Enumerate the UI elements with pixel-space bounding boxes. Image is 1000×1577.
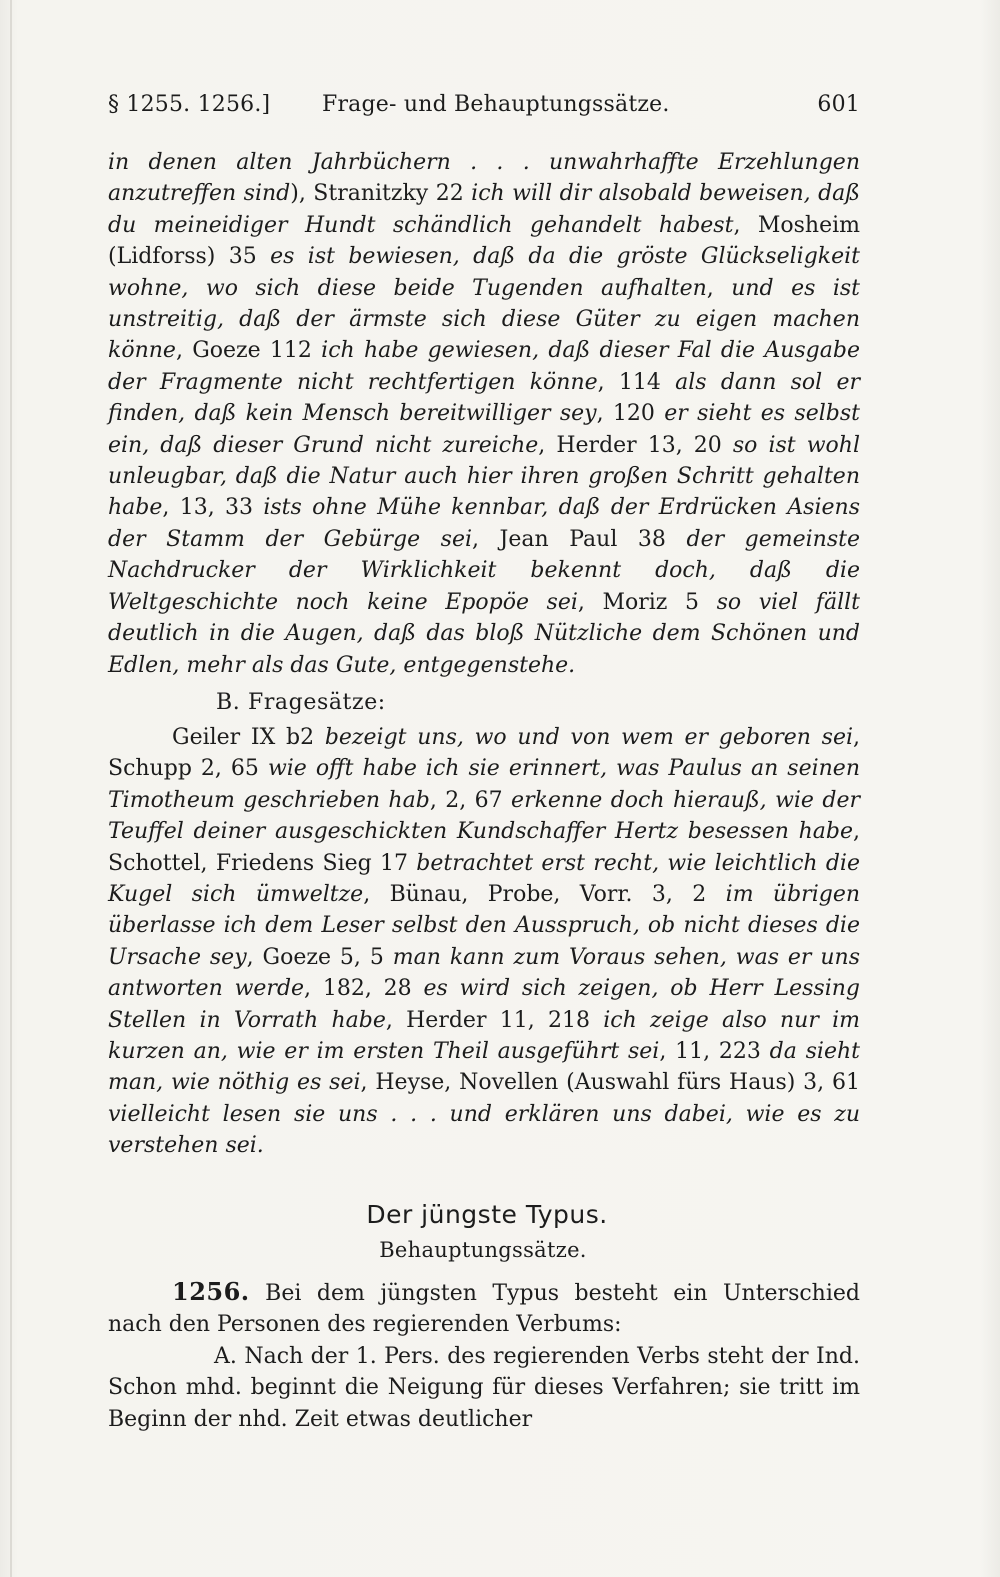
paragraph-1256-a: A. Nach der 1. Pers. des regierenden Verbs steht der Ind. Schon mhd. beginnt die Neigung für dieses Verfahren; sie tritt im Beginn der nhd. Zeit etwas deutlicher: [108, 1343, 860, 1432]
section-heading: [0, 1200, 1000, 1229]
running-title: Frage- und Behauptungssätze.: [322, 92, 670, 117]
section-heading-text: Der jüngste Typus.: [366, 1200, 608, 1229]
section-subheading: [0, 1238, 1000, 1262]
page-number: 601: [817, 92, 860, 117]
paragraph-1256: [108, 1276, 860, 1341]
running-header: [108, 92, 860, 122]
text-block-questions: [108, 722, 860, 1162]
text-block-examples: [108, 147, 860, 681]
section-subheading-text: Behauptungssätze.: [379, 1238, 587, 1262]
paragraph-1256-text: Bei dem jüngsten Typus besteht ein Unterschied nach den Personen des regierenden Verbums:: [108, 1281, 860, 1338]
page-edge: [10, 0, 12, 1577]
paragraph-examples-a: in denen alten Jahrbüchern . . . unwahrhaffte Erzehlungen anzutreffen sind), Stranitzky 22 ich will dir alsobald beweisen, daß du meineidiger Hundt schändlich gehandelt habest, Mosheim (Lidforss) 35 es ist bewiesen, daß da die gröste Glückseligkeit wohne, wo sich diese beide Tugenden aufhalten, und es ist unstreitig, daß der ärmste sich diese Güter zu eigen machen könne, Goeze 112 ich habe gewiesen, daß dieser Fal die Ausgabe der Fragmente nicht rechtfertigen könne, 114 als dann sol er finden, daß kein Mensch bereitwilliger sey, 120 er sieht es selbst ein, daß dieser Grund nicht zureiche, Herder 13, 20 so ist wohl unleugbar, daß die Natur auch hier ihren großen Schritt gehalten habe, 13, 33 ists ohne Mühe kennbar, daß der Erdrücken Asiens der Stamm der Gebürge sei, Jean Paul 38 der gemeinste Nachdrucker der Wirklichkeit bekennt doch, daß die Weltgeschichte noch keine Epopöe sei, Moriz 5 so viel fällt deutlich in die Augen, daß das bloß Nützliche dem Schönen und Edlen, mehr als das Gute, entgegenstehe.: [108, 150, 861, 678]
paragraph-examples-b: Geiler IX b2 bezeigt uns, wo und von wem er geboren sei, Schupp 2, 65 wie offt habe ich sie erinnert, was Paulus an seinen Timotheum geschrieben hab, 2, 67 erkenne doch hierauß, wie der Teuffel deiner ausgeschickten Kundschaffer Hertz besessen habe, Schottel, Friedens Sieg 17 betrachtet erst recht, wie leichtlich die Kugel sich ümweltze, Bünau, Probe, Vorr. 3, 2 im übrigen überlasse ich dem Leser selbst den Ausspruch, ob nicht dieses die Ursache sey, Goeze 5, 5 man kann zum Voraus sehen, was er uns antworten werde, 182, 28 es wird sich zeigen, ob Herr Lessing Stellen in Vorrath habe, Herder 11, 218 ich zeige also nur im kurzen an, wie er im ersten Theil ausgeführt sei, 11, 223 da sieht man, wie nöthig es sei, Heyse, Novellen (Auswahl fürs Haus) 3, 61 vielleicht lesen sie uns . . . und erklären uns dabei, wie es zu verstehen sei.: [108, 725, 861, 1159]
section-reference: § 1255. 1256.]: [108, 92, 271, 117]
subsection-heading-b: B. Fragesätze:: [216, 690, 386, 715]
paragraph-number: 1256.: [172, 1277, 250, 1306]
text-block-1256: [108, 1276, 860, 1435]
